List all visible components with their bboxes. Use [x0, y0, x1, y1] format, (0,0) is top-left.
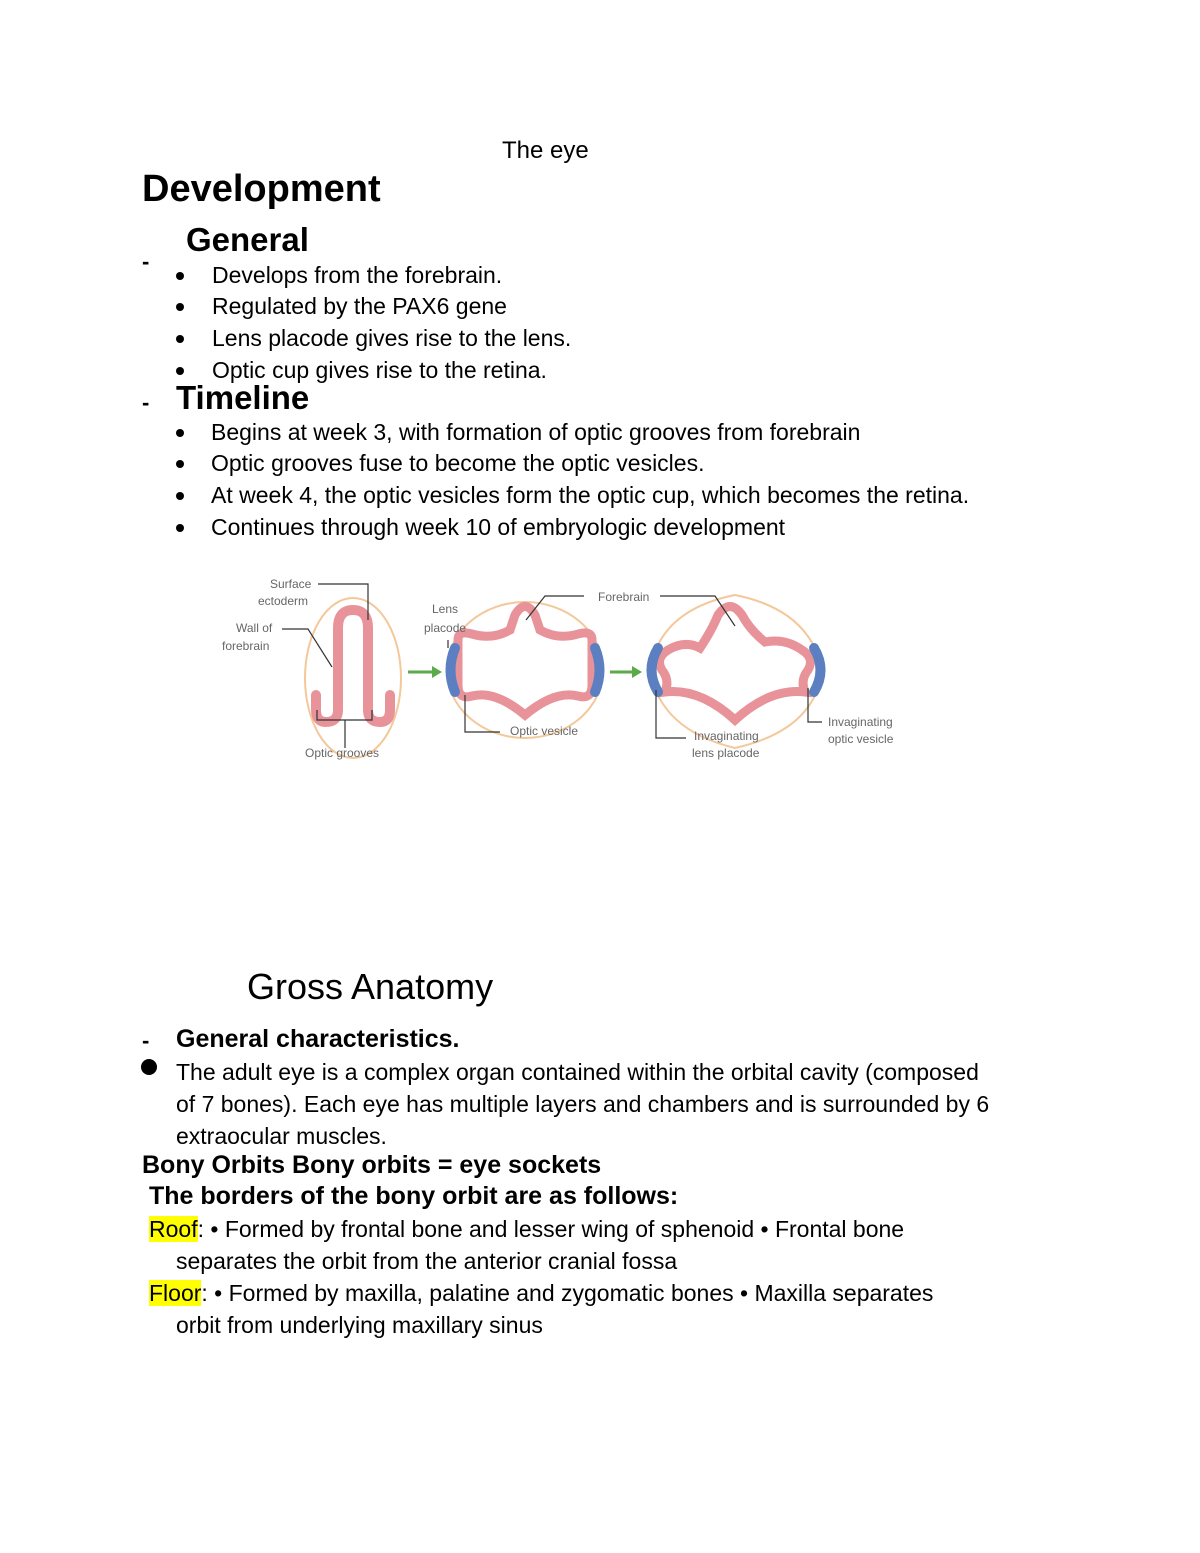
lens-placode-left — [451, 648, 456, 692]
label-forebrain-wall: forebrain — [222, 639, 270, 653]
roof-label: Roof — [149, 1216, 198, 1242]
doc-title: The eye — [502, 137, 589, 164]
label-forebrain: Forebrain — [598, 590, 650, 604]
bullet-dot — [176, 524, 184, 532]
bullet-dot — [176, 429, 184, 437]
general-heading: General — [186, 221, 309, 258]
bullet-dot — [176, 492, 184, 500]
label-invaginating: Invaginating — [828, 715, 893, 729]
label-invaginating: Invaginating — [694, 729, 759, 743]
general-characteristics-heading: General characteristics. — [176, 1025, 460, 1053]
stage-optic-grooves — [305, 598, 401, 758]
arrow-icon — [610, 666, 642, 678]
timeline-item: At week 4, the optic vesicles form the optic cup, which becomes the retina. — [211, 482, 970, 508]
general-item: Regulated by the PAX6 gene — [212, 293, 507, 319]
label-wall-of: Wall of — [236, 621, 273, 635]
label-placode: placode — [424, 621, 467, 635]
roof-line — [149, 1213, 904, 1245]
bony-orbits-heading: Bony Orbits Bony orbits = eye sockets — [142, 1151, 602, 1179]
bullet-dot — [176, 460, 184, 468]
general-item: Lens placode gives rise to the lens. — [212, 325, 572, 351]
label-ectoderm: ectoderm — [258, 594, 309, 608]
general-item: Optic cup gives rise to the retina. — [212, 357, 547, 383]
stage-optic-vesicle — [447, 602, 603, 738]
roof-continuation: separates the orbit from the anterior cranial fossa — [176, 1248, 678, 1274]
label-optic-vesicle-2: optic vesicle — [828, 732, 894, 746]
timeline-dash: - — [142, 390, 150, 415]
timeline-item: Optic grooves fuse to become the optic vesicles. — [211, 450, 705, 476]
timeline-heading: Timeline — [176, 379, 310, 416]
timeline-item: Begins at week 3, with formation of optic grooves from forebrain — [211, 419, 861, 445]
label-surface: Surface — [270, 577, 312, 591]
bullet-dot — [141, 1059, 157, 1075]
gross-anatomy-heading: Gross Anatomy — [247, 966, 494, 1007]
description-line: extraocular muscles. — [176, 1123, 387, 1149]
floor-continuation: orbit from underlying maxillary sinus — [176, 1312, 543, 1338]
lens-placode-right — [595, 648, 600, 692]
borders-heading: The borders of the bony orbit are as follows: — [149, 1182, 679, 1210]
label-lens: Lens — [432, 602, 459, 616]
description-line: of 7 bones). Each eye has multiple layers and chambers and is surrounded by 6 — [176, 1091, 990, 1117]
timeline-item: Continues through week 10 of embryologic development — [211, 514, 786, 540]
floor-label: Floor — [149, 1280, 202, 1306]
surface-ectoderm-outline — [305, 598, 401, 758]
eye-development-diagram — [210, 570, 920, 770]
stage-invaginating — [650, 595, 822, 748]
roof-text: : • Formed by frontal bone and lesser wing of sphenoid • Frontal bone — [197, 1216, 905, 1242]
gross-dash: - — [142, 1028, 150, 1053]
bullet-dot — [176, 367, 184, 375]
label-optic-vesicle: Optic vesicle — [510, 724, 579, 738]
description-line: The adult eye is a complex organ contained within the orbital cavity (composed — [176, 1059, 979, 1085]
label-lens-placode: lens placode — [692, 746, 760, 760]
development-heading: Development — [142, 168, 381, 210]
bullet-dot — [176, 272, 184, 280]
floor-text: : • Formed by maxilla, palatine and zygomatic bones • Maxilla separates — [201, 1280, 934, 1306]
arrow-icon — [408, 666, 442, 678]
label-optic-grooves: Optic grooves — [305, 746, 380, 760]
bullet-dot — [176, 335, 184, 343]
floor-line — [149, 1277, 933, 1309]
bullet-dot — [176, 303, 184, 311]
general-dash: - — [142, 249, 150, 274]
general-item: Develops from the forebrain. — [212, 262, 503, 288]
